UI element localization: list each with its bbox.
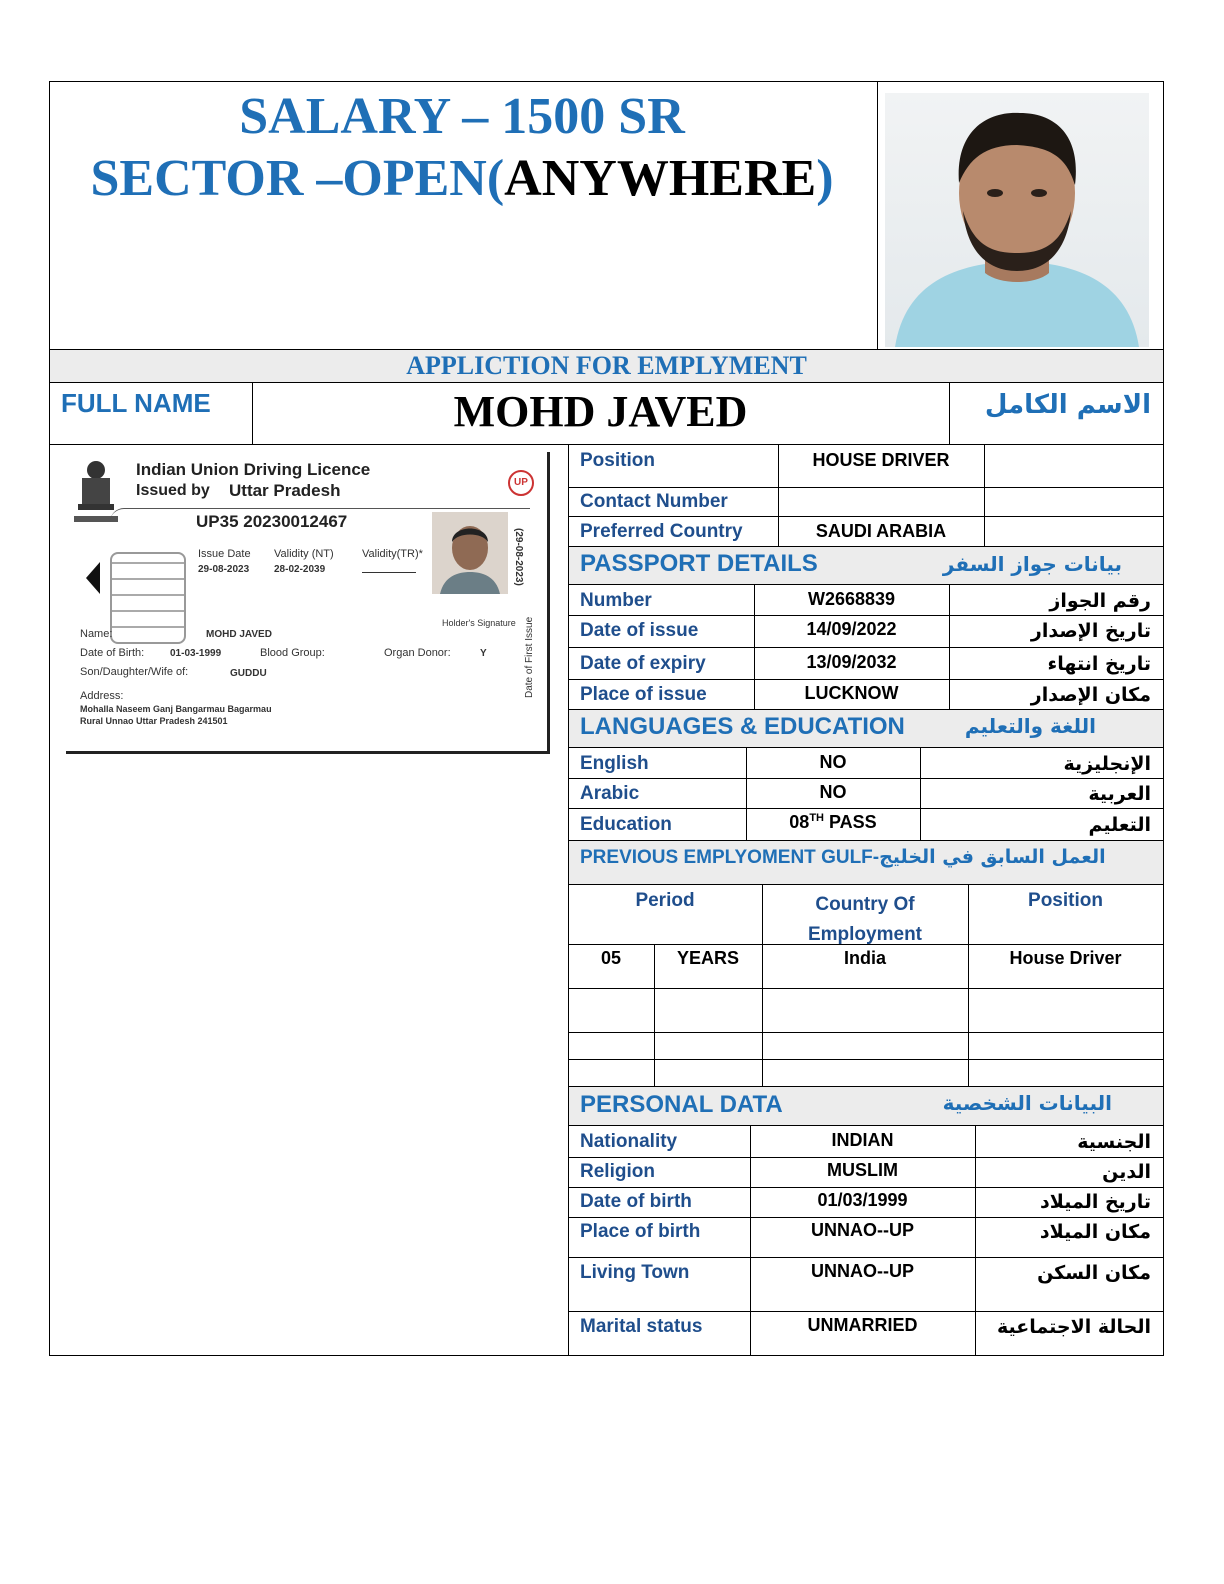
languages-row-1 (568, 778, 1163, 779)
previous-row-2 (568, 1032, 1163, 1033)
full-name-label-ar: الاسم الكامل (984, 390, 1151, 420)
licence-state-badge: UP (508, 470, 534, 496)
organ-donor-value: Y (480, 648, 487, 659)
expiry-date-label: Date of expiry (580, 653, 706, 674)
previous-bar-bottom (568, 884, 1163, 885)
arabic-label-ar: العربية (1088, 783, 1151, 805)
place-of-birth-label-ar: مكان الميلاد (1039, 1221, 1151, 1243)
validity-nt-label: Validity (NT) (274, 548, 334, 560)
address-label: Address: (80, 690, 124, 702)
previous-position: House Driver (1009, 948, 1122, 968)
licence-title: Indian Union Driving Licence (136, 460, 371, 479)
name-label: Name: (80, 628, 113, 640)
personal-row-4 (568, 1257, 1163, 1258)
top-fields-row-1 (568, 487, 1163, 488)
sector-anywhere: ANYWHERE (504, 150, 817, 207)
arrow-icon (86, 562, 100, 594)
relation-value: GUDDU (230, 668, 267, 679)
person-photo-icon (885, 93, 1149, 347)
nationality-value: INDIAN (831, 1130, 894, 1150)
dob-row-label: Date of birth (580, 1191, 692, 1212)
issue-date: 29-08-2023 (198, 564, 250, 575)
validity-tr-label: Validity(TR)* (362, 548, 423, 560)
validity-tr-line (362, 572, 416, 573)
marital-status-value: UNMARRIED (807, 1315, 918, 1335)
preferred-country-label: Preferred Country (580, 521, 743, 542)
previous-country: India (843, 948, 886, 968)
arabic-value: NO (819, 782, 847, 802)
education-value (746, 812, 920, 833)
holder-photo-icon (432, 512, 508, 594)
place-of-birth-label: Place of birth (580, 1221, 701, 1242)
languages-row-2 (568, 808, 1163, 809)
address-line-1: Mohalla Naseem Ganj Bangarmau Bagarmau (80, 704, 272, 714)
licence-number: UP35 20230012467 (196, 512, 348, 531)
passport-number-value: W2668839 (807, 589, 896, 609)
country-header: Country Of Employment (807, 894, 923, 945)
place-of-issue-label-ar: مكان الإصدار (1030, 684, 1151, 706)
previous-row-3 (568, 1059, 1163, 1060)
contact-number-label: Contact Number (580, 491, 728, 512)
first-issue-date: (29-08-2023) (513, 528, 524, 586)
passport-bar-bottom (568, 584, 1163, 585)
living-town-value: UNNAO--UP (811, 1261, 914, 1281)
personal-row-2 (568, 1187, 1163, 1188)
previous-title-ar: العمل السابق في الخليج (879, 846, 1106, 868)
personal-row-3 (568, 1217, 1163, 1218)
personal-bar-bottom (568, 1125, 1163, 1126)
previous-row-1 (568, 988, 1163, 989)
full-name-value: MOHD JAVED (453, 387, 748, 436)
licence-name: MOHD JAVED (206, 629, 272, 640)
salary-heading: SALARY – 1500 SR (239, 88, 685, 145)
period-unit: YEARS (676, 948, 739, 968)
position-value: HOUSE DRIVER (812, 450, 950, 470)
top-fields-div-2 (984, 444, 985, 547)
passport-row-3 (568, 679, 1163, 680)
religion-value: MUSLIM (827, 1160, 898, 1180)
nationality-label-ar: الجنسية (1077, 1131, 1151, 1153)
passport-row-2 (568, 647, 1163, 648)
validity-nt: 28-02-2039 (274, 564, 326, 575)
living-town-label-ar: مكان السكن (1037, 1262, 1151, 1284)
holder-signature-label: Holder's Signature (442, 618, 516, 628)
marital-status-label: Marital status (580, 1316, 703, 1337)
place-of-issue-label: Place of issue (580, 684, 707, 705)
licence-state: Uttar Pradesh (229, 481, 341, 500)
passport-title-ar: بيانات جواز السفر (942, 552, 1122, 576)
religion-label-ar: الدين (1102, 1161, 1151, 1183)
licence-issued-by: Issued by (136, 482, 210, 499)
passport-number-label-ar: رقم الجواز (1049, 590, 1151, 612)
issue-date-label-ar: تاريخ الإصدار (1030, 620, 1151, 642)
expiry-date-label-ar: تاريخ انتهاء (1047, 653, 1151, 675)
period-header: Period (635, 890, 695, 911)
previous-div-position (968, 884, 969, 1086)
english-label-ar: الإنجليزية (1063, 753, 1151, 775)
previous-title-line (580, 846, 1106, 869)
sector-heading (52, 148, 872, 210)
name-divider-2 (949, 383, 950, 444)
photo-divider (877, 81, 878, 349)
english-value: NO (819, 752, 847, 772)
position-label: Position (580, 450, 655, 471)
personal-title-ar: البيانات الشخصية (942, 1091, 1112, 1115)
religion-label: Religion (580, 1161, 655, 1182)
driving-licence-card (66, 452, 550, 754)
first-issue-label: Date of First Issue (524, 616, 535, 698)
issue-date-label-row: Date of issue (580, 620, 699, 641)
arabic-label: Arabic (580, 783, 640, 804)
personal-title: PERSONAL DATA (580, 1091, 783, 1118)
education-label: Education (580, 814, 672, 835)
passport-title: PASSPORT DETAILS (580, 550, 818, 577)
living-town-label: Living Town (580, 1262, 690, 1283)
form-title: APPLICTION FOR EMPLYMENT (406, 351, 807, 380)
place-of-birth-value: UNNAO--UP (811, 1220, 914, 1240)
personal-row-1 (568, 1157, 1163, 1158)
address-line-2: Rural Unnao Uttar Pradesh 241501 (80, 716, 228, 726)
preferred-country-value: SAUDI ARABIA (815, 521, 947, 541)
personal-div-2 (975, 1125, 976, 1356)
english-label: English (580, 753, 649, 774)
issue-date-value: 14/09/2022 (806, 619, 897, 639)
languages-bar-bottom (568, 747, 1163, 748)
nationality-label: Nationality (580, 1131, 678, 1152)
dob-row-value: 01/03/1999 (817, 1190, 908, 1210)
period-number: 05 (600, 948, 622, 968)
dob-label: Date of Birth: (80, 647, 145, 659)
top-fields-row-2 (568, 516, 1163, 517)
personal-row-5 (568, 1311, 1163, 1312)
chip-icon (110, 552, 186, 644)
licence-dob: 01-03-1999 (170, 648, 222, 659)
marital-status-label-ar: الحالة الاجتماعية (997, 1316, 1151, 1338)
education-label-ar: التعليم (1088, 814, 1151, 836)
passport-row-1 (568, 615, 1163, 616)
languages-title: LANGUAGES & EDUCATION (580, 713, 905, 740)
place-of-issue-value: LUCKNOW (804, 683, 899, 703)
position-header: Position (1028, 890, 1103, 911)
languages-div-2 (920, 747, 921, 840)
education-grade-suffix: TH (809, 812, 824, 824)
sector-suffix: ) (816, 150, 834, 207)
dob-row-label-ar: تاريخ الميلاد (1040, 1191, 1151, 1213)
issue-date-label: Issue Date (198, 548, 251, 560)
expiry-date-value: 13/09/2032 (806, 652, 897, 672)
sector-prefix: SECTOR –OPEN( (90, 150, 505, 207)
previous-title: PREVIOUS EMPLYOMENT GULF- (580, 847, 880, 868)
education-grade-rest: PASS (824, 812, 877, 832)
education-grade: 08 (789, 812, 810, 832)
full-name-label: FULL NAME (61, 388, 211, 418)
applicant-photo (885, 93, 1149, 347)
blood-group-label: Blood Group: (260, 647, 325, 659)
organ-donor-label: Organ Donor: (384, 647, 451, 659)
passport-number-label: Number (580, 590, 652, 611)
languages-title-ar: اللغة والتعليم (964, 714, 1096, 738)
licence-holder-photo (432, 512, 508, 594)
relation-label: Son/Daughter/Wife of: (80, 666, 189, 678)
name-row-bottom (50, 444, 1163, 445)
